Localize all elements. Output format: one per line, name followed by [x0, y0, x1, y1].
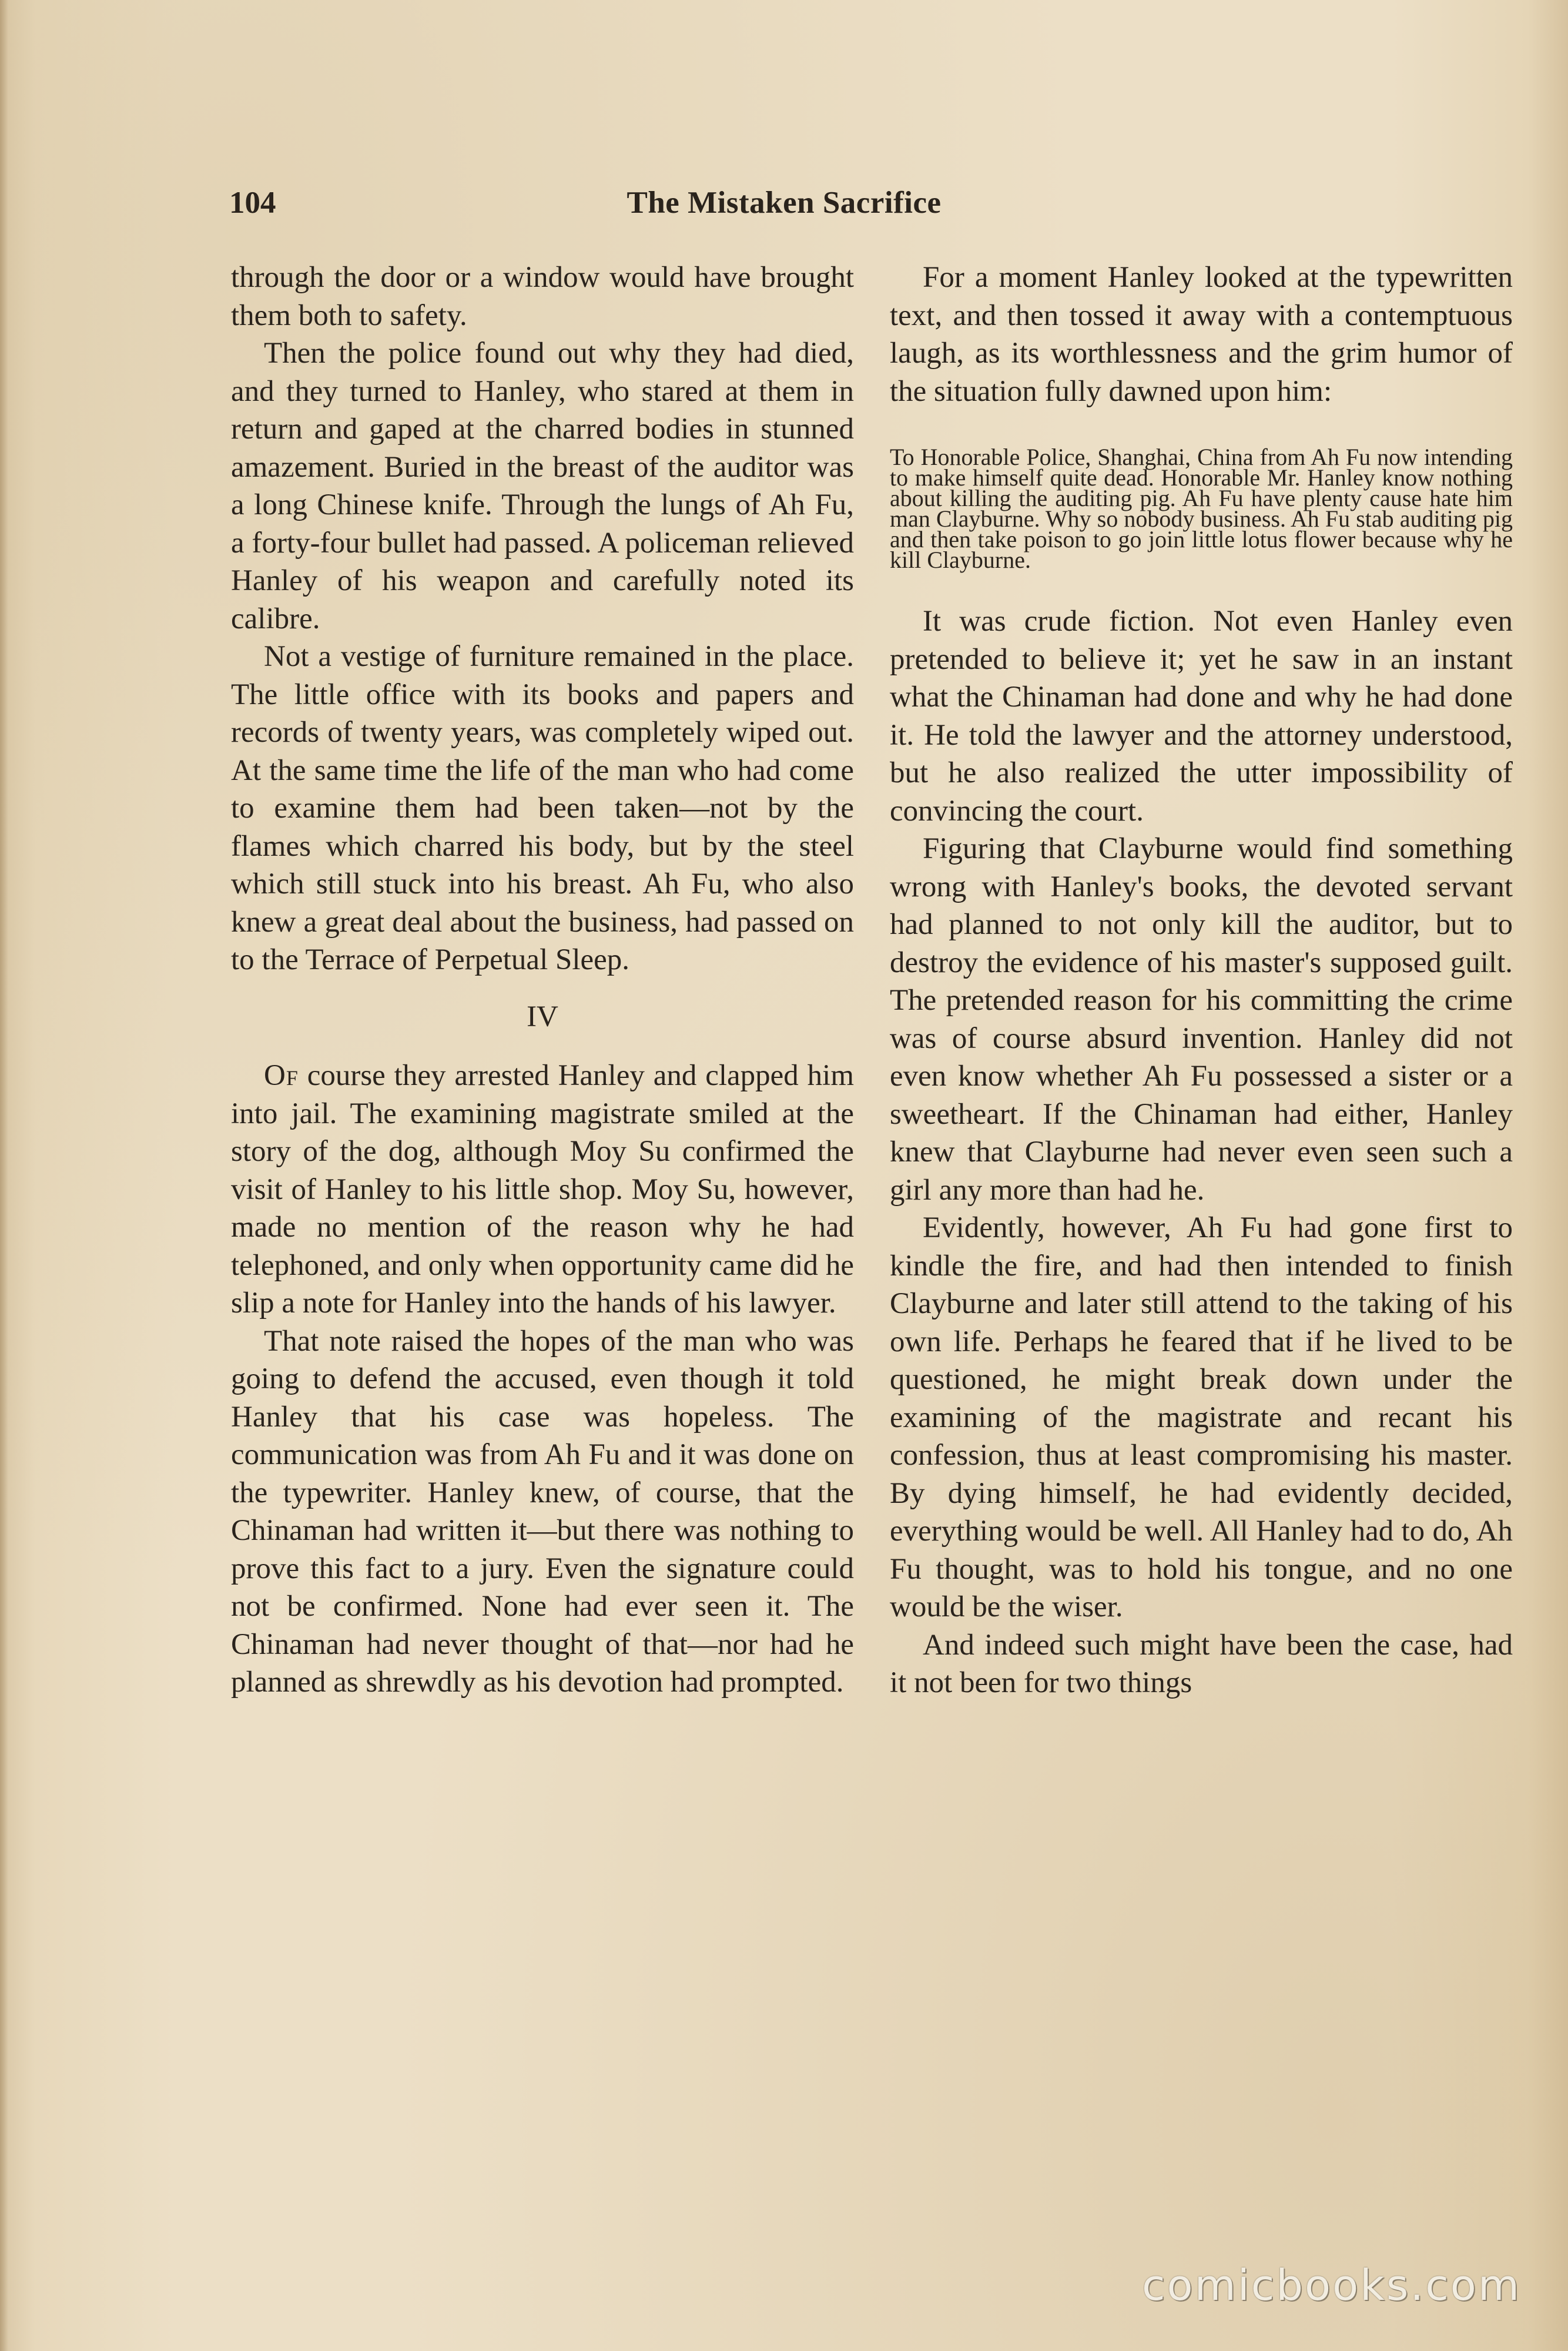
page-edge-shadow	[0, 0, 8, 2351]
drop-lead-word: Of	[264, 1059, 299, 1092]
left-paragraph-5: That note raised the hopes of the man who was going to defend the accused, even though it told Hanley that his case was hopeless. The communication was from Ah Fu and it was done on the typewriter. Hanley knew, of course, that the Chinaman had written it—but there was nothing to prove this fact to a jury. Even the signature could not be confirmed. None had ever seen it. The Chinaman had never thought of that—nor had he planned as shrewdly as his devotion had prompted.	[231, 1324, 854, 1699]
left-paragraph-1: through the door or a window would have brought them both to safety.	[231, 261, 854, 332]
right-paragraph-2: It was crude fiction. Not even Hanley even pretended to believe it; yet he saw in an instant what the Chinaman had done and why he had done it. He told the lawyer and the attorney understood, but he also realized the utter impossibility of convincing the court.	[890, 605, 1513, 828]
running-title: The Mistaken Sacrifice	[626, 186, 942, 220]
section-numeral: IV	[527, 1000, 558, 1033]
right-paragraph-4: Evidently, however, Ah Fu had gone first to kindle the fire, and had then intended to finish Clayburne and later still attend to the taking of his own life. Perhaps he feared that if he lived to be questioned, he might break down under the examining of the magistrate and recant his confession, thus at least compromising his master. By dying himself, he had evidently decided, everything would be well. All Hanley had to do, Ah Fu thought, was to hold his tongue, and no one would be the wiser.	[890, 1211, 1513, 1623]
left-paragraph-4-text: course they arrested Hanley and clapped him into jail. The examining magistrate smiled at the story of the dog, although Moy Su confirmed the visit of Hanley to his little shop. Moy Su, however, made no mention of the reason why he had telephoned, and only when opportunity came did he slip a note for Hanley into the hands of his lawyer.	[231, 1059, 854, 1319]
right-column	[890, 259, 1513, 1702]
left-paragraph-4	[231, 1057, 854, 1322]
right-paragraph-3: Figuring that Clayburne would find something wrong with Hanley's books, the devoted servant had planned to not only kill the auditor, but to destroy the evidence of his master's supposed guilt. The pretended reason for his committing the crime was of course absurd invention. Hanley did not even know whether Ah Fu possessed a sister or a sweetheart. If the Chinaman had either, Hanley knew that Clayburne had never even seen such a girl any more than had he.	[890, 832, 1513, 1207]
page-number: 104	[229, 186, 276, 220]
right-paragraph-1: For a moment Hanley looked at the typewritten text, and then tossed it away with a contemptuous laugh, as its worthlessness and the grim humor of the situation fully dawned upon him:	[890, 261, 1513, 408]
left-paragraph-2: Then the police found out why they had died, and they turned to Hanley, who stared at them in return and gaped at the charred bodies in stunned amazement. Buried in the breast of the auditor was a long Chinese knife. Through the lungs of Ah Fu, a forty-four bullet had passed. A policeman relieved Hanley of his weapon and carefully noted its calibre.	[231, 337, 854, 635]
right-paragraph-5: And indeed such might have been the case, had it not been for two things	[890, 1628, 1513, 1699]
typewritten-note: To Honorable Police, Shanghai, China from Ah Fu now intending to make himself quite dead. Honorable Mr. Hanley know nothing about killing the auditing pig. Ah Fu have plenty cause hate him man Clayburne. Why so nobody business. Ah Fu stab auditing pig and then take poison to go join little lotus flower because why he kill Clayburne.	[890, 444, 1513, 573]
page-header	[229, 179, 1339, 226]
site-watermark: comicbooks.com	[1141, 2260, 1521, 2310]
left-column	[231, 259, 854, 1702]
left-paragraph-3: Not a vestige of furniture remained in the place. The little office with its books and papers and records of twenty years, was completely wiped out. At the same time the life of the man who had come to examine them had been taken—not by the flames which charred his body, but by the steel which still stuck into his breast. Ah Fu, who also knew a great deal about the business, had passed on to the Terrace of Perpetual Sleep.	[231, 640, 854, 976]
